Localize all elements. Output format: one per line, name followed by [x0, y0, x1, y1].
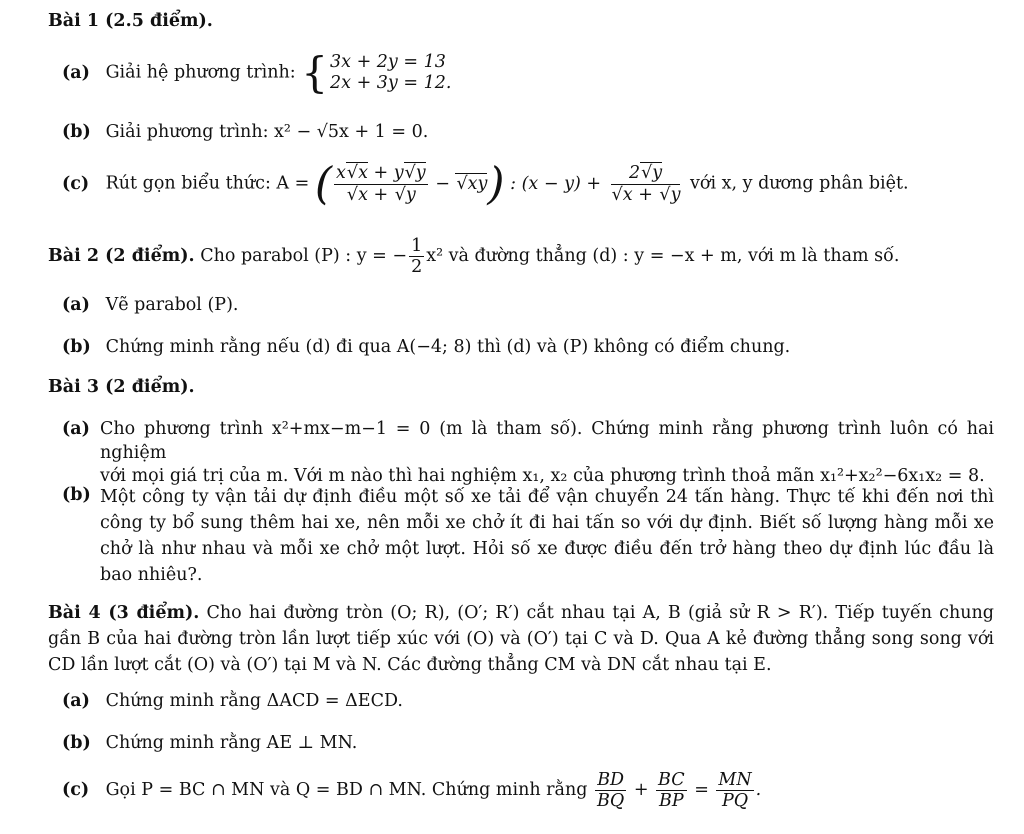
equation-2: 2x + 3y = 12. [330, 73, 452, 93]
problem-2-intro-pre: Cho parabol (P) : y = − [200, 246, 408, 267]
problem-4a [62, 690, 994, 714]
item-text: Chứng minh rằng ΔACD = ΔECD. [105, 691, 403, 711]
item-label: (b) [62, 733, 91, 753]
brace-icon: { [301, 48, 328, 97]
problem-1-title: Bài 1 (2.5 điểm). [48, 11, 213, 31]
item-text: Giải hệ phương trình: [105, 62, 296, 83]
problem-4-intro-text: Cho hai đường tròn (O; R), (O′; R′) cắt nhau tại A, B (giả sử R > R′). Tiếp tuyến chung gần B của hai đường tròn lần lượt tiếp xúc với (O) và (O′) tại C và D. Qua A kẻ đường thẳng song song với CD lần lượt cắt (O) và (O′) tại M và N. Các đường thẳng CM và DN cắt nhau tại E. [48, 603, 994, 675]
item-text: Rút gọn biểu thức: A = [105, 173, 310, 194]
problem-3a [62, 418, 994, 489]
item-text: Một công ty vận tải dự định điều một số xe tải để vận chuyển 24 tấn hàng. Thực tế khi đến nơi thì công ty bổ sung thêm hai xe, nên mỗi xe chở ít đi hai tấn so với dự định. Biết số lượng hàng mỗi xe chở là như nhau và mỗi xe chở một lượt. Hỏi số xe được điều đến trở hàng theo dự định lúc đầu là bao nhiêu?. [100, 487, 994, 585]
item-text: Vẽ parabol (P). [105, 295, 239, 315]
item-label: (c) [62, 173, 90, 194]
item-label: (a) [62, 419, 90, 439]
item-tail: với x, y dương phân biệt. [690, 173, 909, 194]
problem-2-intro [48, 236, 994, 277]
problem-4-intro [48, 600, 994, 678]
equation-1: 3x + 2y = 13 [330, 52, 446, 72]
item-text: Chứng minh rằng AE ⊥ MN. [105, 733, 358, 753]
equation-system [301, 48, 452, 97]
item-label: (b) [62, 485, 91, 505]
problem-2b [62, 336, 994, 360]
item-line-1: Cho phương trình x²+mx−m−1 = 0 (m là tham số). Chứng minh rằng phương trình luôn có hai nghiệm [100, 419, 994, 463]
problem-1b [62, 121, 994, 145]
problem-2-intro-post: x² và đường thẳng (d) : y = −x + m, với m là tham số. [426, 246, 900, 267]
item-text: Chứng minh rằng nếu (d) đi qua A(−4; 8) thì (d) và (P) không có điểm chung. [105, 337, 791, 357]
ratio-expression: $\frac{BD}{BQ}$ + $\frac{BC}{BP}$ = $\frac{MN}{PQ}$ . [597, 770, 762, 812]
problem-1c [62, 158, 994, 209]
item-label: (c) [62, 780, 90, 801]
item-text: Gọi P = BC ∩ MN và Q = BD ∩ MN. Chứng minh rằng [105, 780, 588, 801]
problem-4b [62, 732, 994, 756]
problem-2a [62, 294, 994, 318]
item-label: (b) [62, 122, 91, 142]
item-label: (a) [62, 62, 90, 83]
problem-1a [62, 48, 994, 97]
problem-2-title: Bài 2 (2 điểm). [48, 246, 195, 267]
item-label: (a) [62, 295, 90, 315]
item-label: (a) [62, 691, 90, 711]
fraction-half: $\frac{1}{2}$ [411, 236, 423, 278]
problem-4-title: Bài 4 (3 điểm). [48, 603, 200, 623]
item-label: (b) [62, 337, 91, 357]
problem-3-title: Bài 3 (2 điểm). [48, 377, 195, 397]
expression-A: ( $\frac{x√x + y√y}{√x + √y}$ − √xy) : (x − y) + $\frac{2√y}{√x + √y}$ [314, 158, 681, 209]
item-line-2: với mọi giá trị của m. Với m nào thì hai nghiệm x₁, x₂ của phương trình thoả mãn x₁²+x₂²−6x₁x₂ = 8. [100, 466, 985, 487]
problem-4c [62, 770, 994, 811]
item-text: Giải phương trình: x² − √5x + 1 = 0. [105, 122, 429, 142]
problem-3b [62, 484, 994, 588]
